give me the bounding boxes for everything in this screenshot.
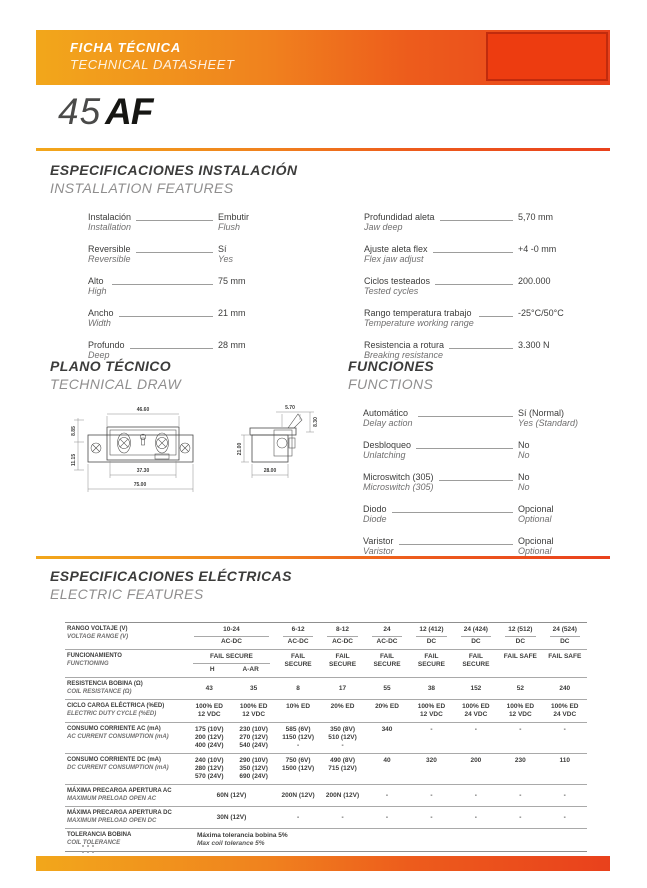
table-cell: 100% ED 12 VDC [417,703,446,718]
install-spec-row [364,308,610,328]
connector-line [119,308,213,317]
voltage-mode: DC [471,638,481,645]
drawing-title-es: PLANO TÉCNICO [50,358,172,374]
install-spec-row [88,340,338,360]
table-cell: - [519,792,522,799]
table-cell: - [430,726,433,733]
spec-value: 3.300 N [518,340,550,350]
section-divider [36,556,610,559]
voltage-mode: AC-DC [220,638,242,645]
voltage-cell [543,626,587,646]
installation-title-es: ESPECIFICACIONES INSTALACIÓN [50,162,298,178]
table-row-preload-dc [65,806,587,828]
connector-line [136,212,213,221]
voltage-cell [454,626,498,646]
table-row-label: RANGO VOLTAJE (V) VOLTAGE RANGE (V) [67,626,129,640]
installation-section [50,162,610,372]
function-spec-row [363,472,610,492]
spec-value: -25°C/50°C [518,308,564,318]
installation-specs-right [364,212,610,372]
table-cell: 100% ED 24 VDC [551,703,579,718]
product-title [58,92,152,132]
section-divider [36,148,610,151]
table-cell: 230 (10V) 270 (12V) 540 (24V) [239,726,268,749]
connector-line [449,340,513,349]
table-cell: 100% ED 24 VDC [462,703,490,718]
table-cell: - [430,792,433,799]
table-cell: - [519,814,522,821]
table-cell: - [563,726,566,733]
dimension-label: 11.15 [71,453,77,467]
table-cell: - [474,814,477,821]
table-row-resistance [65,677,587,699]
table-cell: 110 [559,757,571,764]
functioning-value: FAIL SECURE [210,653,253,660]
functioning-value: FAIL SECURE [462,653,490,668]
voltage-mode: AC-DC [376,638,398,645]
spec-label: Automático Delay action [363,408,413,428]
table-cell: 30N (12V) [216,814,247,821]
tolerance-cell: Máxima tolerancia bobina 5% Max coil tolerance 5% [197,832,288,847]
table-cell: 8 [296,685,300,692]
function-spec-row [363,408,610,428]
table-cell: 152 [470,685,482,692]
table-cell: 200 [470,757,482,764]
header-titles [70,40,235,72]
functioning-value: FAIL SAFE [548,653,582,660]
spec-value: Embutir Flush [218,212,250,232]
spec-value: 200.000 [518,276,551,286]
voltage-separator [327,636,357,637]
table-row-functioning [65,649,587,677]
connector-line [392,504,513,513]
header-bar [36,30,610,85]
connector-line [130,340,213,349]
spec-label: Varistor Varistor [363,536,394,556]
spec-value: Opcional Optional [518,536,554,556]
table-cell: 100% ED 12 VDC [195,703,223,718]
electric-table [65,622,587,852]
dimension-label: 8.30 [313,417,319,427]
table-row-label: TOLERANCIA BOBINA COIL TOLERANCE [67,832,132,846]
functioning-value: FAIL SAFE [503,653,537,660]
drawing-title-en: TECHNICAL DRAW [50,376,182,392]
table-cell: 43 [205,685,213,692]
functions-title-en: FUNCTIONS [348,376,434,392]
connector-line [439,472,513,481]
voltage-cell [498,626,542,646]
table-row-tolerance [65,828,587,852]
voltage-separator [372,636,402,637]
electric-title-es: ESPECIFICACIONES ELÉCTRICAS [50,568,292,584]
sub-model: H [209,666,215,673]
spec-label: Ciclos testeados Tested cycles [364,276,431,296]
spec-label: Profundidad aleta Jaw deep [364,212,435,232]
table-cell: 320 [426,757,437,764]
table-cell: - [563,792,566,799]
table-cell: - [385,814,389,821]
table-cell: 52 [516,685,524,692]
sub-model: A-AR [242,666,259,673]
table-row-label: CONSUMO CORRIENTE DC (mA) DC CURRENT CONSUMPTION (mA) [67,757,169,771]
connector-line [418,408,513,417]
spec-label: Rango temperatura trabajo Temperature working range [364,308,474,328]
spec-label: Reversible Reversible [88,244,131,264]
spec-value: 28 mm [218,340,246,350]
connector-line [479,308,513,317]
connector-line [136,244,213,253]
voltage-separator [550,636,580,637]
spec-value: +4 -0 mm [518,244,557,254]
functioning-cell [320,653,364,674]
install-spec-row [88,244,338,264]
brand-logo-box [486,32,608,81]
connector-line [416,440,513,449]
table-cell: 38 [427,685,436,692]
table-row-label: CONSUMO CORRIENTE AC (mA) AC CURRENT CONSUMPTION (mA) [67,726,169,740]
spec-label: Profundo Deep [88,340,125,360]
spec-value: Opcional Optional [518,504,554,524]
voltage-value: 12 (412) [419,626,444,633]
voltage-cell [187,626,276,646]
functioning-value: FAIL SECURE [373,653,401,668]
table-cell: 35 [250,685,258,692]
table-row-ac-consumption [65,722,587,753]
install-spec-row [364,244,610,264]
voltage-mode: DC [515,638,526,645]
table-cell: - [341,814,344,821]
table-cell: 17 [338,685,347,692]
installation-title-en: INSTALLATION FEATURES [50,180,234,196]
installation-spec-columns [50,212,610,372]
product-number: 45 [58,91,102,132]
spec-value: No No [518,440,530,460]
functioning-cell [409,653,453,674]
technical-drawing [60,398,330,530]
functioning-value: FAIL SECURE [329,653,357,668]
table-row-label: RESISTENCIA BOBINA (Ω) COIL RESISTANCE (Ω) [67,681,143,695]
functioning-cell [187,653,276,674]
function-spec-row [363,504,610,524]
install-spec-row [364,340,610,360]
connector-line [112,276,213,285]
voltage-separator [416,636,446,637]
voltage-mode: DC [560,638,570,645]
voltage-value: 12 (512) [508,626,533,633]
table-cell: 10% ED [286,703,311,710]
table-cell: 200N (12V) [281,792,315,799]
functioning-subheader [193,663,270,674]
functioning-cell [498,653,542,674]
functions-section [348,358,610,568]
technical-draw-section [50,358,340,392]
table-cell: - [519,726,522,733]
voltage-cell [409,626,453,646]
functions-list [363,408,610,556]
functions-title-es: FUNCIONES [348,358,435,374]
functioning-cell [276,653,320,674]
voltage-value: 6-12 [291,626,305,633]
table-cell: - [474,726,477,733]
spec-value: 75 mm [218,276,246,286]
table-cell: 20% ED [330,703,355,710]
table-row-preload-ac [65,784,587,806]
voltage-value: 24 (424) [463,626,488,633]
table-cell: 60N (12V) [216,792,247,799]
table-cell: 750 (6V) 1500 (12V) [282,757,315,772]
table-cell: 40 [383,757,391,764]
functioning-cell [543,653,587,674]
table-cell: - [563,814,566,821]
dimension-label: 37.30 [136,468,150,474]
voltage-separator [461,636,491,637]
table-row-label: MÁXIMA PRECARGA APERTURA AC MAXIMUM PRELOAD OPEN AC [67,788,172,802]
spec-label: Diodo Diode [363,504,387,524]
table-cell: 55 [383,685,391,692]
voltage-separator [283,636,313,637]
voltage-value: 8-12 [336,626,350,633]
voltage-value: 24 [383,626,391,633]
footer-bar [36,856,610,871]
table-cell: 175 (10V) 200 (12V) 400 (24V) [194,726,224,749]
product-model: AF [105,91,153,132]
spec-label: Ajuste aleta flex Flex jaw adjust [364,244,428,264]
install-spec-row [364,212,610,232]
connector-line [440,212,513,221]
front-plate [88,435,193,462]
side-body [252,435,288,462]
connector-line [435,276,513,285]
table-cell: 350 (8V) 510 (12V) - [328,726,357,749]
functioning-cell [365,653,409,674]
table-row-label: FUNCIONAMIENTO FUNCTIONING [67,653,122,667]
table-row-label: MÁXIMA PRECARGA APERTURA DC MAXIMUM PRELOAD OPEN DC [67,810,172,824]
function-spec-row [363,536,610,556]
electric-title-en: ELECTRIC FEATURES [50,586,204,602]
table-row-duty-cycle [65,699,587,722]
table-cell: - [474,792,477,799]
header-title-es: FICHA TÉCNICA [70,40,182,55]
dimension-label: 28.00 [263,468,277,474]
voltage-value: 10-24 [223,626,240,633]
spec-label: Instalación Installation [88,212,132,232]
spec-label: Microswitch (305) Microswitch (305) [363,472,434,492]
connector-line [399,536,513,545]
spec-value: No No [518,472,530,492]
table-cell: 340 [381,726,393,733]
voltage-cell [365,626,409,646]
dimension-label: 21.00 [237,442,243,456]
table-cell: 100% ED 12 VDC [239,703,268,718]
dimension-label: 46.60 [136,407,150,413]
spec-value: Sí (Normal) Yes (Standard) [518,408,579,428]
dimension-label: 5.70 [285,405,295,411]
table-cell: 100% ED 12 VDC [506,703,535,718]
table-cell: 240 [559,685,571,692]
voltage-mode: AC-DC [332,638,354,645]
table-cell: 585 (6V) 1150 (12V) - [282,726,314,749]
function-spec-row [363,440,610,460]
table-cell: 240 (10V) 280 (12V) 570 (24V) [194,757,224,780]
functioning-value: FAIL SECURE [284,653,312,668]
functioning-value: FAIL SECURE [417,653,445,668]
spec-value: 5,70 mm [518,212,554,222]
table-cell: 230 [514,757,526,764]
installation-specs-left [88,212,338,372]
dimension-label: 75.00 [133,482,147,488]
side-top-plate [250,428,296,435]
voltage-cell [320,626,364,646]
table-cell: - [430,814,433,821]
table-cell: 490 (8V) 715 (12V) [328,757,357,772]
table-row-voltage [65,622,587,649]
header-title-en: TECHNICAL DATASHEET [70,57,235,72]
voltage-mode: AC-DC [287,638,309,645]
table-cell: - [297,814,300,821]
functioning-cell [454,653,498,674]
install-spec-row [364,276,610,296]
spec-label: Desbloqueo Unlatching [363,440,412,460]
table-cell: 20% ED [375,703,399,710]
connector-line [433,244,513,253]
install-spec-row [88,276,338,296]
voltage-mode: DC [426,638,437,645]
spec-value: 21 mm [218,308,246,318]
spec-label: Ancho Width [88,308,114,328]
spec-label: Resistencia a rotura Breaking resistance [364,340,445,360]
table-cell: 290 (10V) 350 (12V) 690 (24V) [239,757,268,780]
spec-value: Sí Yes [218,244,234,264]
electric-section [50,568,610,847]
table-row-dc-consumption [65,753,587,784]
table-cell: - [385,792,389,799]
table-cell: 200N (12V) [325,792,360,799]
dimension-label: 8.85 [71,426,77,436]
install-spec-row [88,308,338,328]
spec-label: Alto High [88,276,107,296]
voltage-separator [194,636,269,637]
table-row-label: CICLO CARGA ELÉCTRICA (%ED) ELECTRIC DUTY CYCLE (%ED) [67,703,165,717]
voltage-separator [505,636,535,637]
install-spec-row [88,212,338,232]
voltage-value: 24 (524) [552,626,577,633]
voltage-cell [276,626,320,646]
